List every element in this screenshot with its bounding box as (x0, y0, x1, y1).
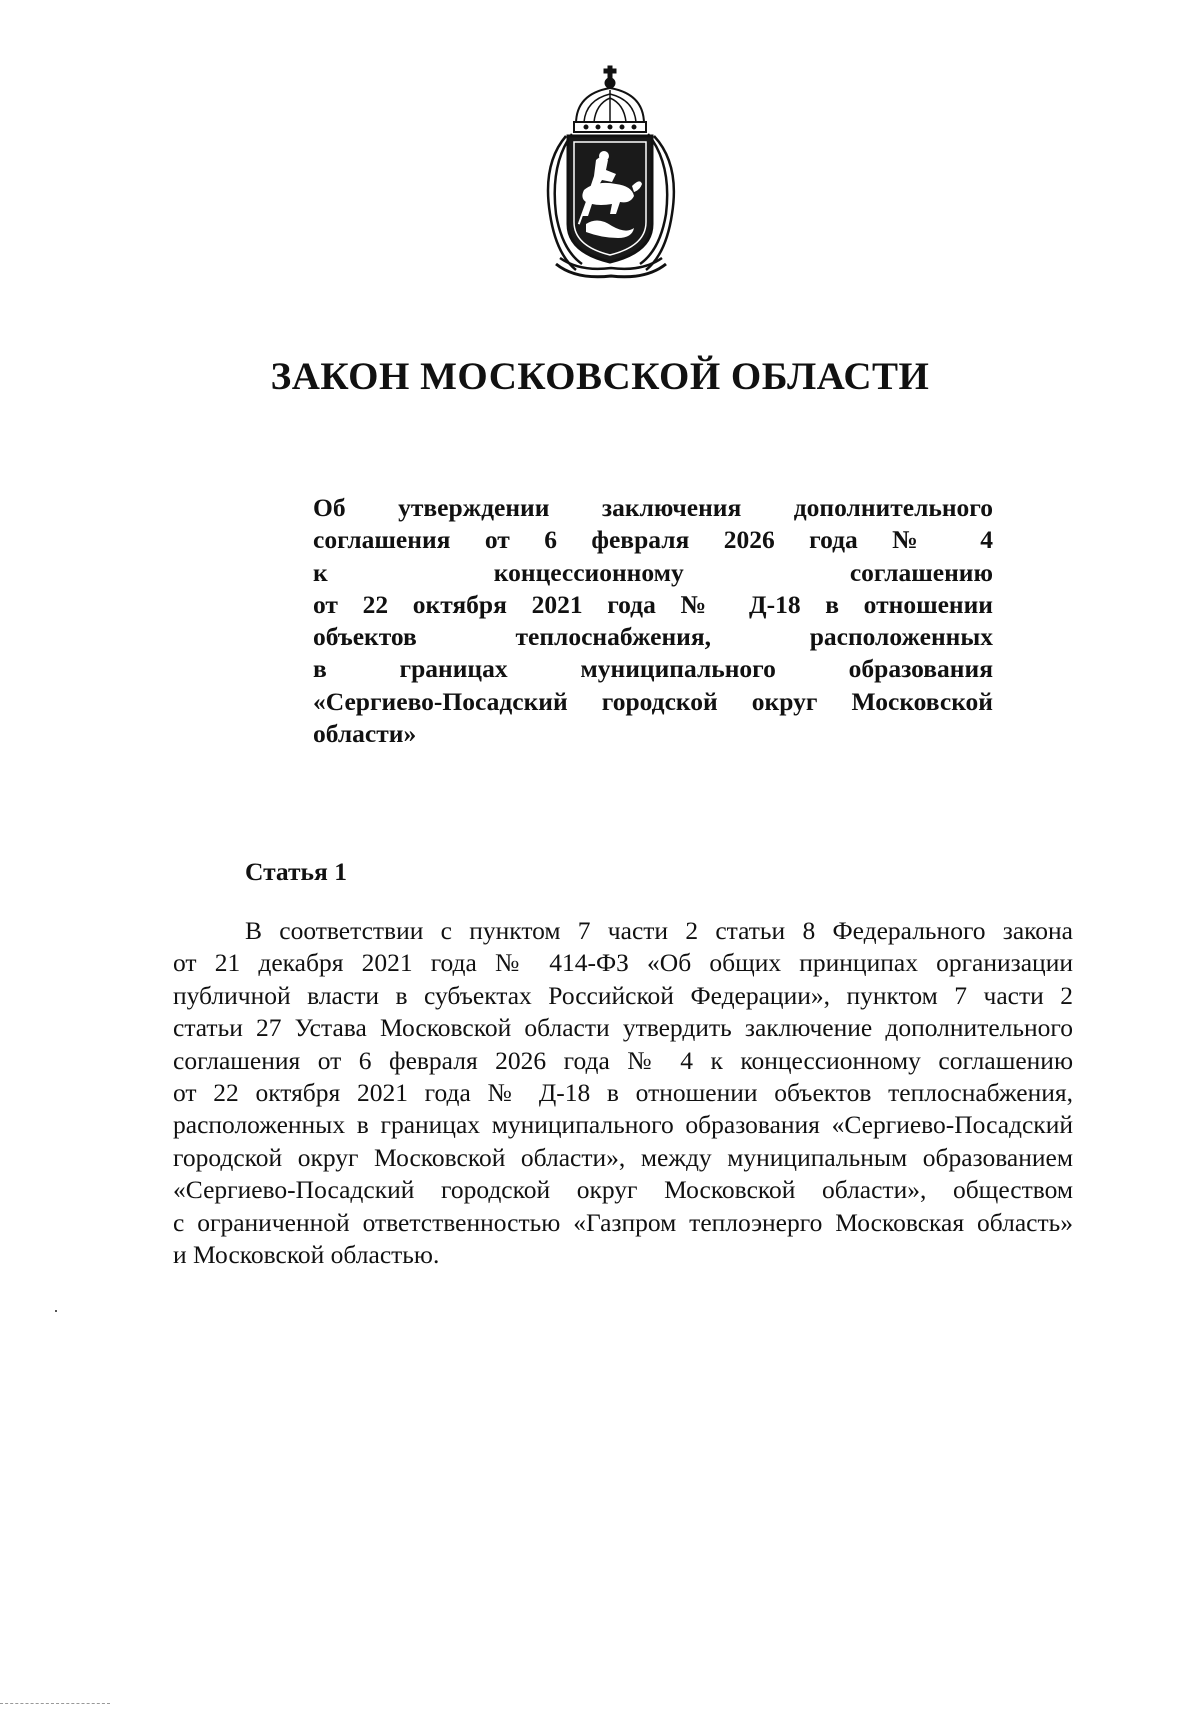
document-subtitle (313, 492, 993, 750)
article-line: с ограниченной ответственностью «Газпром теплоэнерго Московская область» (173, 1207, 1073, 1237)
subtitle-line: Об утверждении заключения дополнительного (313, 493, 993, 522)
article-line: от 21 декабря 2021 года № 414-ФЗ «Об общих принципах организации (173, 948, 1073, 978)
subtitle-line: от 22 октября 2021 года № Д-18 в отношении (313, 589, 993, 619)
subtitle-line: соглашения от 6 февраля 2026 года № 4 (313, 525, 993, 555)
article-body (173, 915, 1073, 1271)
subtitle-line: в границах муниципального образования (313, 654, 993, 684)
subtitle-line: области» (313, 719, 417, 749)
article-heading: Статья 1 (245, 857, 347, 886)
article-line: публичной власти в субъектах Российской Федерации», пунктом 7 части 2 (173, 980, 1073, 1010)
article-line: городской округ Московской области», между муниципальным образованием (173, 1142, 1073, 1172)
article-line: от 22 октября 2021 года № Д-18 в отношении объектов теплоснабжения, (173, 1077, 1073, 1107)
article-line: статьи 27 Устава Московской области утвердить заключение дополнительного (173, 1013, 1073, 1043)
article-line: соглашения от 6 февраля 2026 года № 4 к концессионному соглашению (173, 1045, 1073, 1075)
document-title: ЗАКОН МОСКОВСКОЙ ОБЛАСТИ (270, 355, 930, 398)
subtitle-line: «Сергиево-Посадский городской округ Московской (313, 686, 993, 716)
article-line: «Сергиево-Посадский городской округ Московской области», обществом (173, 1175, 1073, 1205)
scan-artifact-dot (55, 1310, 57, 1312)
subtitle-line: объектов теплоснабжения, расположенных (313, 622, 993, 652)
crown-icon (574, 66, 646, 132)
article-line: и Московской областью. (173, 1239, 440, 1269)
article-line: В соответствии с пунктом 7 части 2 статьи 8 Федерального закона (245, 916, 1073, 945)
scan-artifact-edge (0, 1703, 110, 1707)
coat-of-arms-emblem (536, 64, 686, 284)
article-line: расположенных в границах муниципального образования «Сергиево-Посадский (173, 1110, 1073, 1140)
subtitle-line: к концессионному соглашению (313, 557, 993, 587)
